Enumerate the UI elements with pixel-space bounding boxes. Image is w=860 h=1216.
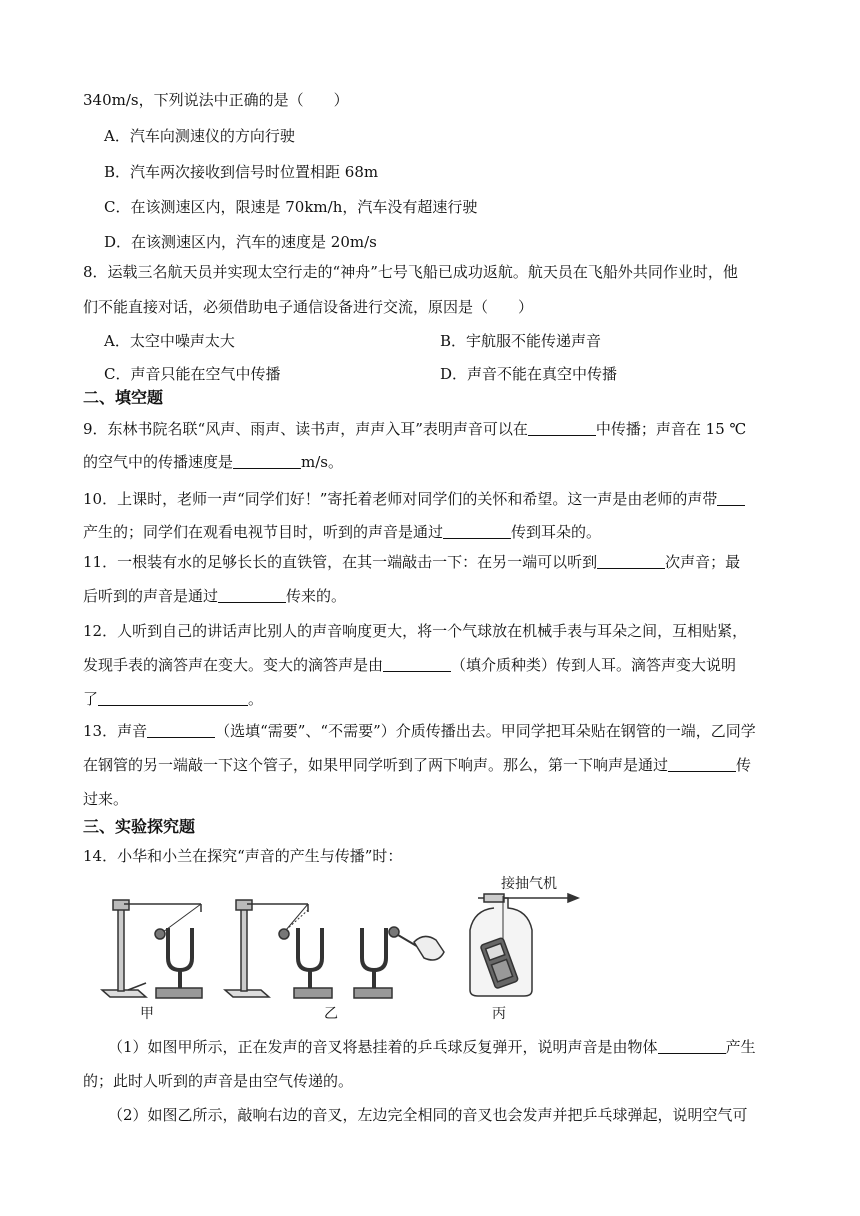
figure-label-yi: 乙 xyxy=(324,1006,338,1022)
q14-part1-line1 xyxy=(108,1037,756,1057)
q7-option-b: B．汽车两次接收到信号时位置相距 68m xyxy=(104,163,379,181)
q11-line2 xyxy=(83,586,346,606)
q12-text-4: 。 xyxy=(248,690,264,708)
section-heading-experiment: 三、实验探究题 xyxy=(83,817,196,836)
q9-text-1: 9．东林书院名联“风声、雨声、读书声，声声入耳”表明声音可以在 xyxy=(83,420,528,438)
q7-stem-tail: 340m/s，下列说法中正确的是（ ） xyxy=(83,91,349,109)
q14-text-2: 产生 xyxy=(725,1038,756,1056)
q11-line1 xyxy=(83,552,740,572)
answer-blank[interactable] xyxy=(717,490,745,506)
q7-option-d: D．在该测速区内，汽车的速度是 20m/s xyxy=(104,233,377,251)
section-heading-fill-blank: 二、填空题 xyxy=(83,388,164,407)
q9-line2 xyxy=(83,452,343,472)
q9-line1 xyxy=(83,419,746,439)
q11-text-4: 传来的。 xyxy=(286,587,347,605)
q14-part2-line1: （2）如图乙所示，敲响右边的音叉，左边完全相同的音叉也会发声并把乒乓球弹起，说明空气可 xyxy=(108,1106,748,1124)
q8-option-a: A．太空中噪声太大 xyxy=(104,332,235,350)
q13-text-3: 在钢管的另一端敲一下这个管子，如果甲同学听到了两下响声。那么，第一下响声是通过 xyxy=(83,756,669,774)
q9-text-4: m/s。 xyxy=(301,453,343,471)
figure-label-jia: 甲 xyxy=(140,1006,154,1022)
q12-text-2: （填介质种类）传到人耳。滴答声变大说明 xyxy=(451,656,737,674)
q13-line3: 过来。 xyxy=(83,790,129,808)
q13-text-4: 传 xyxy=(736,756,752,774)
answer-blank[interactable] xyxy=(233,453,301,469)
q9-text-3: 的空气中的传播速度是 xyxy=(83,453,234,471)
q12-line1: 12．人听到自己的讲话声比别人的声音响度更大，将一个气球放在机械手表与耳朵之间，互相贴紧， xyxy=(83,622,748,640)
answer-blank[interactable] xyxy=(597,553,665,569)
answer-blank[interactable] xyxy=(658,1038,726,1054)
q10-text-3: 传到耳朵的。 xyxy=(511,523,602,541)
answer-blank[interactable] xyxy=(528,420,596,436)
q8-line1: 8．运载三名航天员并实现太空行走的“神舟”七号飞船已成功返航。航天员在飞船外共同作业时，他 xyxy=(83,263,738,281)
q13-text-1: 13．声音 xyxy=(83,722,148,740)
q12-text-3: 了 xyxy=(83,690,99,708)
q11-text-1: 11．一根装有水的足够长长的直铁管，在其一端敲击一下：在另一端可以听到 xyxy=(83,553,598,571)
q13-text-2: （选填“需要”、“不需要”）介质传播出去。甲同学把耳朵贴在钢管的一端，乙同学 xyxy=(215,722,756,740)
figure-label-pump: 接抽气机 xyxy=(501,876,557,892)
q14-text-1: （1）如图甲所示，正在发声的音叉将悬挂着的乒乓球反复弹开，说明声音是由物体 xyxy=(108,1038,658,1056)
q12-text-1: 发现手表的滴答声在变大。变大的滴答声是由 xyxy=(83,656,384,674)
q8-option-d: D．声音不能在真空中传播 xyxy=(440,365,618,383)
q12-line2 xyxy=(83,655,736,675)
q11-text-2: 次声音；最 xyxy=(665,553,741,571)
q12-line3 xyxy=(83,689,263,709)
q14-stem: 14．小华和小兰在探究“声音的产生与传播”时： xyxy=(83,847,403,865)
answer-blank[interactable] xyxy=(443,523,511,539)
answer-blank[interactable] xyxy=(98,690,248,706)
answer-blank[interactable] xyxy=(383,656,451,672)
q7-option-a: A．汽车向测速仪的方向行驶 xyxy=(104,127,295,145)
answer-blank[interactable] xyxy=(147,722,215,738)
q10-line2 xyxy=(83,522,601,542)
q10-text-2: 产生的；同学们在观看电视节目时，听到的声音是通过 xyxy=(83,523,444,541)
q14-part1-line2: 的；此时人听到的声音是由空气传递的。 xyxy=(83,1072,354,1090)
figure-label-bing: 丙 xyxy=(492,1006,506,1022)
answer-blank[interactable] xyxy=(218,587,286,603)
answer-blank[interactable] xyxy=(668,756,736,772)
q11-text-3: 后听到的声音是通过 xyxy=(83,587,219,605)
q13-line1 xyxy=(83,721,756,741)
q9-text-2: 中传播；声音在 15 ℃ xyxy=(595,420,747,438)
q8-option-b: B．宇航服不能传递声音 xyxy=(440,332,602,350)
q8-option-c: C．声音只能在空气中传播 xyxy=(104,365,281,383)
q10-text-1: 10．上课时，老师一声“同学们好！”寄托着老师对同学们的关怀和希望。这一声是由老师的声带 xyxy=(83,490,718,508)
q7-option-c: C．在该测速区内，限速是 70km/h，汽车没有超速行驶 xyxy=(104,198,478,216)
experiment-figure xyxy=(98,870,598,1025)
q13-line2 xyxy=(83,755,751,775)
tuning-fork-diagram xyxy=(98,870,598,1025)
q8-line2: 们不能直接对话，必须借助电子通信设备进行交流，原因是（ ） xyxy=(83,298,534,316)
q10-line1 xyxy=(83,489,745,509)
